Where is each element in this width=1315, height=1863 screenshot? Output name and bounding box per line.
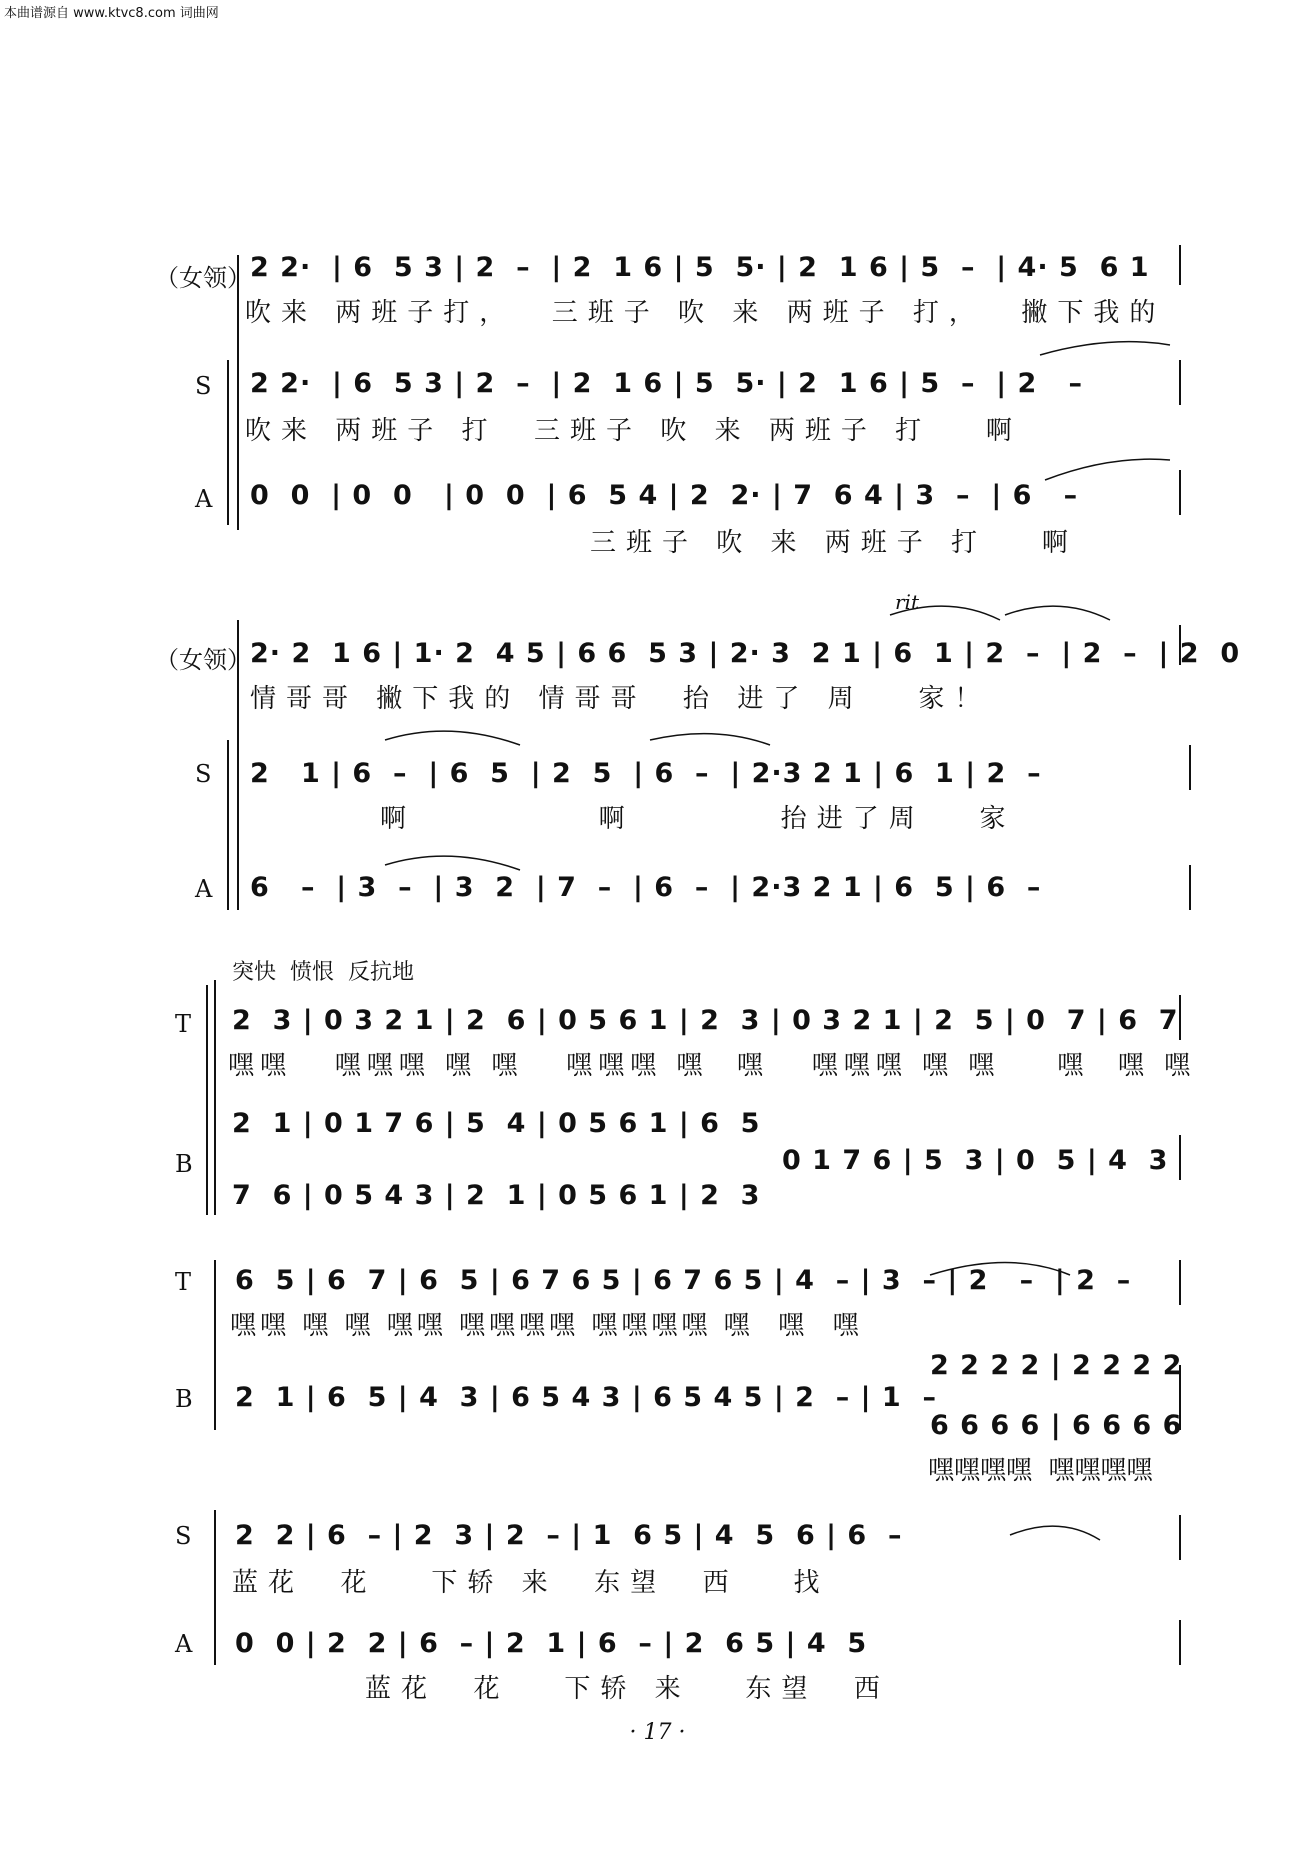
- soprano-label: S: [195, 372, 212, 400]
- s1-alto-lyrics: 三班子 吹 来 两班子 打 啊: [590, 528, 1078, 558]
- bass-label: B: [175, 1150, 193, 1178]
- s2-lead-notes: 2· 2 1 6 | 1· 2 4 5 | 6 6 5 3 | 2· 3 2 1 | 6 1 | 2 – | 2 – | 2 0: [250, 638, 1241, 669]
- s2-alto-notes: 6 – | 3 – | 3 2 | 7 – | 6 – | 2·3 2 1 | 6 5 | 6 –: [250, 872, 1042, 903]
- source-header: 本曲谱源自 www.ktvc8.com 词曲网: [4, 6, 219, 21]
- rit-marking: rit: [895, 590, 919, 614]
- s1-soprano-notes: 2 2· | 6 5 3 | 2 – | 2 1 6 | 5 5· | 2 1 6 | 5 – | 2 –: [250, 368, 1084, 399]
- s3-bass-lower: 7 6 | 0 5 4 3 | 2 1 | 0 5 6 1 | 2 3: [232, 1180, 761, 1211]
- lead-label: （女领）: [155, 264, 251, 292]
- s5-alto-notes: 0 0 | 2 2 | 6 – | 2 1 | 6 – | 2 6 5 | 4 5: [235, 1628, 868, 1659]
- s5-soprano-lyrics: 蓝花 花 下轿 来 东望 西 找: [232, 1568, 830, 1598]
- s2-lead-lyrics: 情哥哥 撇下我的 情哥哥 抬 进了 周 家！: [250, 684, 991, 714]
- tenor-label: T: [175, 1010, 192, 1038]
- s1-alto-notes: 0 0 | 0 0 | 0 0 | 6 5 4 | 2 2· | 7 6 4 | 3 – | 6 –: [250, 480, 1079, 511]
- s1-soprano-lyrics: 吹来 两班子 打 三班子 吹 来 两班子 打 啊: [245, 416, 1022, 446]
- tenor-label-2: T: [175, 1268, 192, 1296]
- s3-bass-upper: 2 1 | 0 1 7 6 | 5 4 | 0 5 6 1 | 6 5: [232, 1108, 761, 1139]
- s3-tenor-lyrics: 嘿嘿 嘿嘿嘿 嘿 嘿 嘿嘿嘿 嘿 嘿 嘿嘿嘿 嘿 嘿 嘿 嘿 嘿: [228, 1051, 1197, 1081]
- s4-tenor-notes: 6 5 | 6 7 | 6 5 | 6 7 6 5 | 6 7 6 5 | 4 – | 3 – | 2 – | 2 –: [235, 1265, 1132, 1296]
- lead-label-2: （女领）: [155, 646, 251, 674]
- alto-label: A: [195, 485, 213, 513]
- s4-tenor-lyrics: 嘿嘿 嘿 嘿 嘿嘿 嘿嘿嘿嘿 嘿嘿嘿嘿 嘿 嘿 嘿: [230, 1311, 863, 1341]
- s1-lead-lyrics: 吹来 两班子打， 三班子 吹 来 两班子 打， 撇下我的: [245, 298, 1166, 328]
- s2-soprano-lyrics: 啊 啊 抬进了周 家: [380, 804, 1016, 834]
- page-number: · 17 ·: [629, 1720, 686, 1745]
- alto-label-3: A: [175, 1630, 193, 1658]
- alto-label-2: A: [195, 875, 213, 903]
- s5-soprano-notes: 2 2 | 6 – | 2 3 | 2 – | 1 6 5 | 4 5 6 | 6 –: [235, 1520, 903, 1551]
- s4-bass-lyrics: 嘿嘿嘿嘿 嘿嘿嘿嘿: [928, 1456, 1153, 1486]
- bass-label-2: B: [175, 1385, 193, 1413]
- soprano-label-3: S: [175, 1522, 192, 1550]
- s3-direction: 突快 愤恨 反抗地: [232, 960, 414, 985]
- s3-bass-tail: 0 1 7 6 | 5 3 | 0 5 | 4 3: [782, 1145, 1169, 1176]
- s5-alto-lyrics: 蓝花 花 下轿 来 东望 西: [365, 1674, 890, 1704]
- s3-tenor-notes: 2 3 | 0 3 2 1 | 2 6 | 0 5 6 1 | 2 3 | 0 3 2 1 | 2 5 | 0 7 | 6 7: [232, 1005, 1179, 1036]
- soprano-label-2: S: [195, 760, 212, 788]
- s2-soprano-notes: 2 1 | 6 – | 6 5 | 2 5 | 6 – | 2·3 2 1 | 6 1 | 2 –: [250, 758, 1042, 789]
- s1-lead-notes: 2 2· | 6 5 3 | 2 – | 2 1 6 | 5 5· | 2 1 6 | 5 – | 4· 5 6 1: [250, 252, 1150, 283]
- s4-bass-notes: 2 1 | 6 5 | 4 3 | 6 5 4 3 | 6 5 4 5 | 2 – | 1 –: [235, 1382, 937, 1413]
- s4-bass-div-lower: 6 6 6 6 | 6 6 6 6: [930, 1410, 1183, 1441]
- s4-bass-div-upper: 2 2 2 2 | 2 2 2 2: [930, 1350, 1183, 1381]
